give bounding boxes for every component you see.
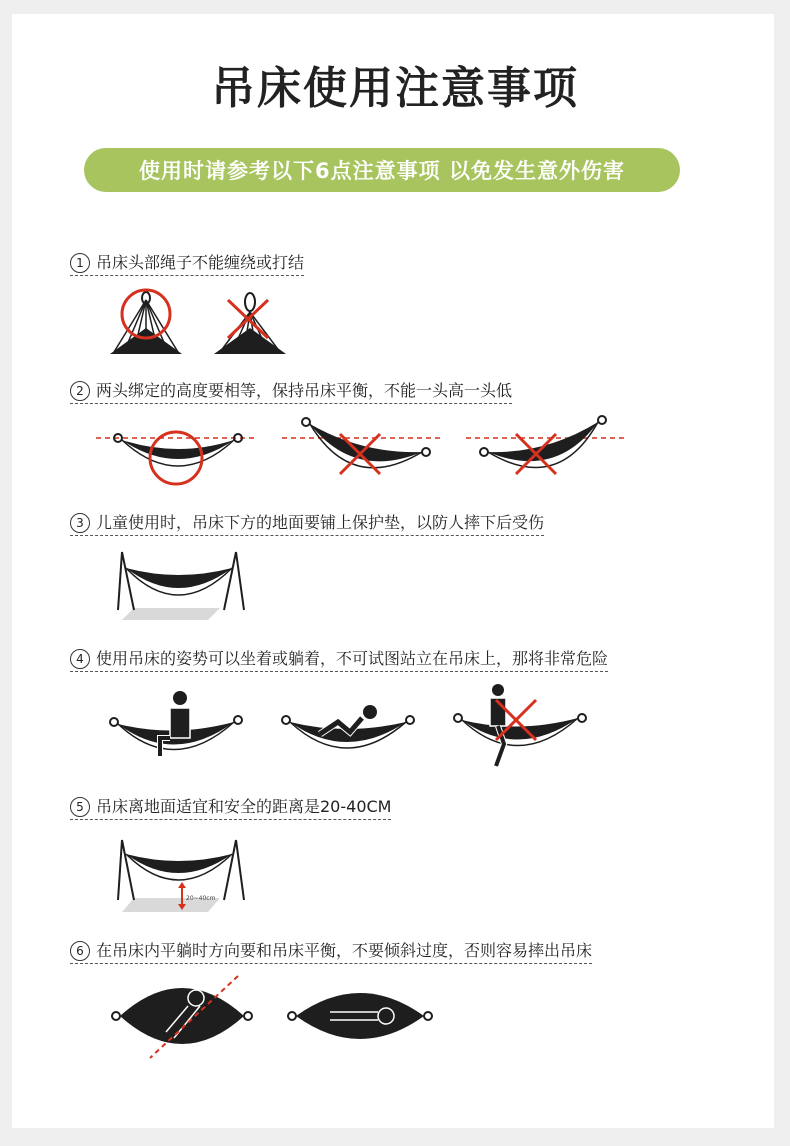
straight-lying-correct-icon	[288, 993, 432, 1039]
sitting-person-icon	[110, 691, 242, 756]
rule-6	[70, 938, 592, 964]
rule-6-illustration	[110, 976, 440, 1058]
rule-4-illustration	[108, 682, 598, 774]
rule-5	[70, 794, 391, 820]
rule-6-text: 在吊床内平躺时方向要和吊床平衡，不要倾斜过度，否则容易摔出吊床	[96, 941, 593, 960]
subtitle-banner	[84, 148, 680, 192]
rule-1-illustration	[100, 288, 300, 358]
page-title: 吊床使用注意事项	[211, 63, 579, 114]
hammock-stand-with-mat-icon	[118, 552, 244, 620]
correct-rope-icon	[110, 290, 182, 354]
tilted-right-hammock-icon	[466, 416, 626, 474]
diagonal-lying-wrong-icon	[112, 976, 252, 1058]
lying-person-icon	[282, 705, 414, 748]
height-range-label: 20~40cm	[186, 895, 216, 902]
rule-5-number: 5	[70, 797, 90, 817]
rule-4-text: 使用吊床的姿势可以坐着或躺着，不可试图站立在吊床上，那将非常危险	[96, 649, 609, 668]
wrong-rope-icon	[214, 293, 286, 354]
rule-5-text: 吊床离地面适宜和安全的距离是20-40CM	[96, 797, 392, 816]
rule-3-illustration	[112, 548, 262, 624]
tilted-left-hammock-icon	[282, 418, 442, 474]
rule-1-number: 1	[70, 253, 90, 273]
rule-3-number: 3	[70, 513, 90, 533]
rule-3	[70, 510, 544, 536]
rule-3-text: 儿童使用时，吊床下方的地面要铺上保护垫，以防人摔下后受伤	[96, 513, 545, 532]
rule-1	[70, 250, 304, 276]
standing-person-wrong-icon	[454, 684, 586, 766]
rule-2-text: 两头绑定的高度要相等，保持吊床平衡，不能一头高一头低	[96, 381, 513, 400]
rule-2	[70, 378, 512, 404]
rule-6-number: 6	[70, 941, 90, 961]
hammock-height-icon	[118, 840, 244, 912]
rule-2-illustration	[96, 414, 636, 488]
rule-5-illustration	[112, 836, 272, 916]
rule-2-number: 2	[70, 381, 90, 401]
rule-1-text: 吊床头部绳子不能缠绕或打结	[96, 253, 305, 272]
rule-4	[70, 646, 608, 672]
subtitle-text: 使用时请参考以下6点注意事项 以免发生意外伤害	[139, 159, 625, 183]
level-hammock-icon	[96, 432, 258, 484]
rule-4-number: 4	[70, 649, 90, 669]
